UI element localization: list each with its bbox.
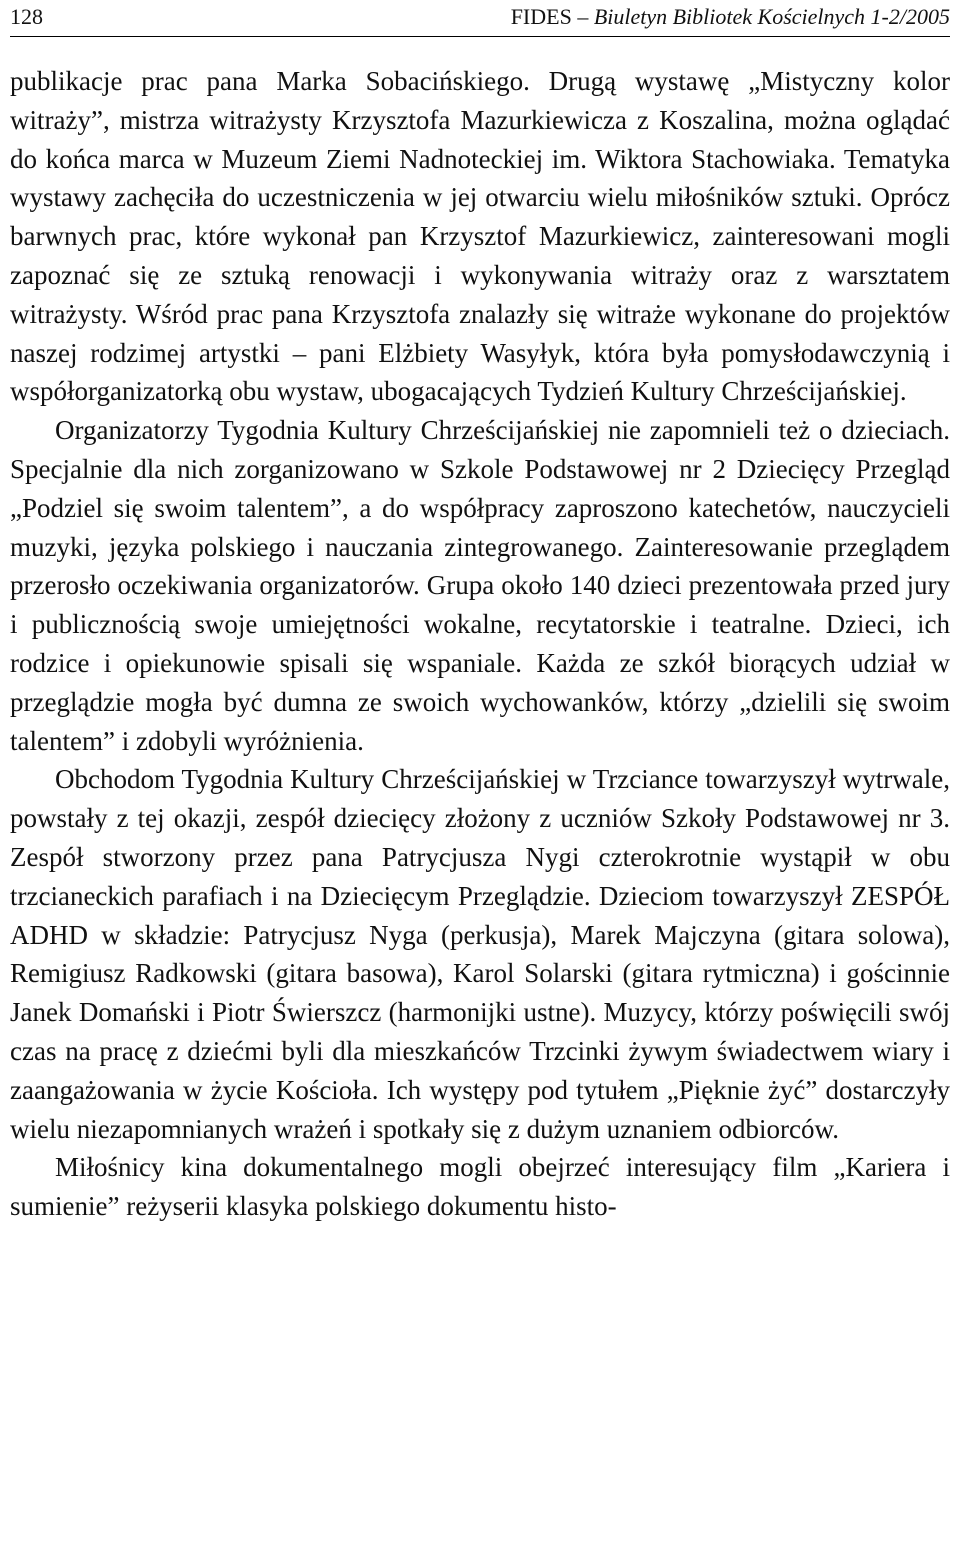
running-header: [10, 2, 950, 37]
page-number: 128: [10, 4, 43, 29]
running-title: [511, 2, 950, 32]
paragraph-3: Obchodom Tygodnia Kultury Chrześcijańskiej w Trzciance towarzyszył wytrwale, powstały z tej okazji, zespół dziecięcy złożony z uczniów Szkoły Podstawowej nr 3. Zespół stworzony przez pana Patrycjusza Nygi czterokrotnie wystąpił w obu trzcianeckich parafiach i na Dziecięcym Przeglądzie. Dzieciom towarzyszył ZESPÓŁ ADHD w składzie: Patrycjusz Nyga (perkusja), Marek Majczyna (gitara solowa), Remigiusz Radkowski (gitara basowa), Karol Solarski (gitara rytmiczna) i gościnnie Janek Domański i Piotr Świerszcz (harmonijki ustne). Muzycy, którzy poświęcili swój czas na pracę z dziećmi byli dla mieszkańców Trzcinki żywym świadectwem wiary i zaangażowania w życie Kościoła. Ich występy pod tytułem „Pięknie żyć” dostarczyły wielu niezapomnianych wrażeń i spotkały się z dużym uznaniem odbiorców.: [10, 764, 950, 1144]
article-body: [10, 62, 950, 1542]
journal-name: FIDES: [510, 4, 572, 29]
paragraph-4: Miłośnicy kina dokumentalnego mogli obejrzeć interesujący film „Kariera i sumienie” reżyserii klasyka polskiego dokumentu histo-: [10, 1152, 950, 1222]
paragraph-2: Organizatorzy Tygodnia Kultury Chrześcijańskiej nie zapomnieli też o dzieciach. Specjalnie dla nich zorganizowano w Szkole Podstawowej nr 2 Dziecięcy Przegląd „Podziel się swoim talentem”, a do współpracy zaproszono katechetów, nauczycieli muzyki, języka polskiego i nauczania zintegrowanego. Zainteresowanie przeglądem przerosło oczekiwania organizatorów. Grupa około 140 dzieci prezentowała przed jury i publicznością swoje umiejętności wokalne, recytatorskie i teatralne. Dzieci, ich rodzice i opiekunowie spisali się wspaniale. Każda ze szkół biorących udział w przeglądzie mogła być dumna ze swoich wychowanków, którzy „dzielili się swoim talentem” i zdobyli wyróżnienia.: [10, 415, 950, 756]
journal-subtitle: Biuletyn Bibliotek Kościelnych 1-2/2005: [593, 4, 950, 29]
journal-separator: –: [571, 4, 594, 29]
paragraph-1: publikacje prac pana Marka Sobacińskiego. Drugą wystawę „Mistyczny kolor witraży”, mistrza witrażysty Krzysztofa Mazurkiewicza z Koszalina, można oglądać do końca marca w Muzeum Ziemi Nadnoteckiej im. Wiktora Stachowiaka. Tematyka wystawy zachęciła do uczestniczenia w jej otwarciu wielu miłośników sztuki. Oprócz barwnych prac, które wykonał pan Krzysztof Mazurkiewicz, zainteresowani mogli zapoznać się ze sztuką renowacji i wykonywania witraży oraz z warsztatem witrażysty. Wśród prac pana Krzysztofa znalazły się witraże wykonane do projektów naszej rodzimej artystki – pani Elżbiety Wasyłyk, która była pomysłodawczynią i współorganizatorką obu wystaw, ubogacających Tydzień Kultury Chrześcijańskiej.: [10, 66, 950, 407]
